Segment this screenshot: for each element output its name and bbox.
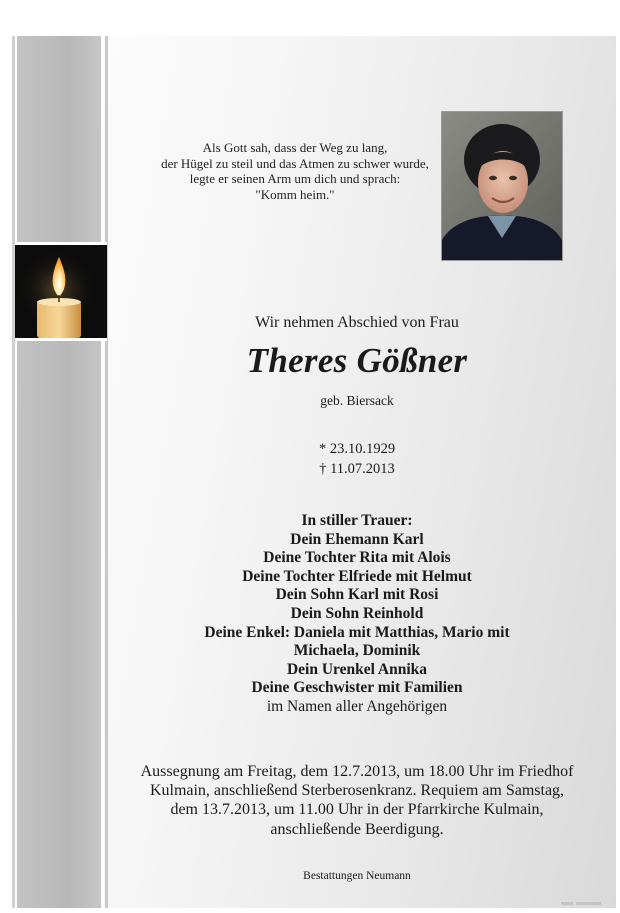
mourner-line: Deine Geschwister mit Familien [251,679,463,697]
mourner-line: Dein Sohn Reinhold [290,604,424,622]
side-stripe-edge [105,36,108,908]
side-stripe-highlight [102,36,104,908]
intro-text: Wir nehmen Abschied von Frau [255,314,459,331]
mourner-line: Michaela, Dominik [293,642,421,660]
service-line: anschließende Beerdigung. [270,820,444,838]
birth-date: * 23.10.1929 [318,441,396,457]
verse-line: "Komm heim." [255,186,335,202]
mourner-line: Deine Tochter Rita mit Alois [263,549,451,567]
verse-line: legte er seinen Arm um dich und sprach: [189,171,401,186]
death-date: † 11.07.2013 [319,461,395,477]
mourner-line: Deine Enkel: Daniela mit Matthias, Mario mit [204,623,510,641]
side-stripe [12,36,15,908]
undertaker-name: Bestattungen Neumann [303,870,411,882]
mourners-heading: In stiller Trauer: [301,512,413,529]
mourner-line: Dein Urenkel Annika [286,660,428,678]
service-details [112,762,602,839]
mourners-block [122,512,592,717]
footer-mark [561,902,601,905]
candle-icon [15,245,107,338]
mourner-line: Dein Sohn Karl mit Rosi [275,586,439,604]
mourner-line: Dein Ehemann Karl [290,530,424,548]
portrait-photo [441,111,563,261]
verse-line: Als Gott sah, dass der Weg zu lang, [202,140,388,155]
maiden-name: geb. Biersack [320,393,394,408]
deceased-name: Theres Gößner [246,341,468,380]
service-line: Kulmain, anschließend Sterberosenkranz. Requiem am Samstag, [149,782,565,800]
verse-line: der Hügel zu steil und das Atmen zu schwer wurde, [161,155,429,171]
obituary-card [12,36,616,908]
service-line: dem 13.7.2013, um 11.00 Uhr in der Pfarrkirche Kulmain, [170,801,544,819]
service-line: Aussegnung am Freitag, dem 12.7.2013, um 18.00 Uhr im Friedhof [140,763,574,780]
side-band [17,36,101,908]
mourners-closing: im Namen aller Angehörigen [266,697,448,715]
mourner-line: Deine Tochter Elfriede mit Helmut [242,567,472,585]
candle-image [15,242,107,341]
portrait-icon [442,112,562,260]
verse [138,140,452,202]
